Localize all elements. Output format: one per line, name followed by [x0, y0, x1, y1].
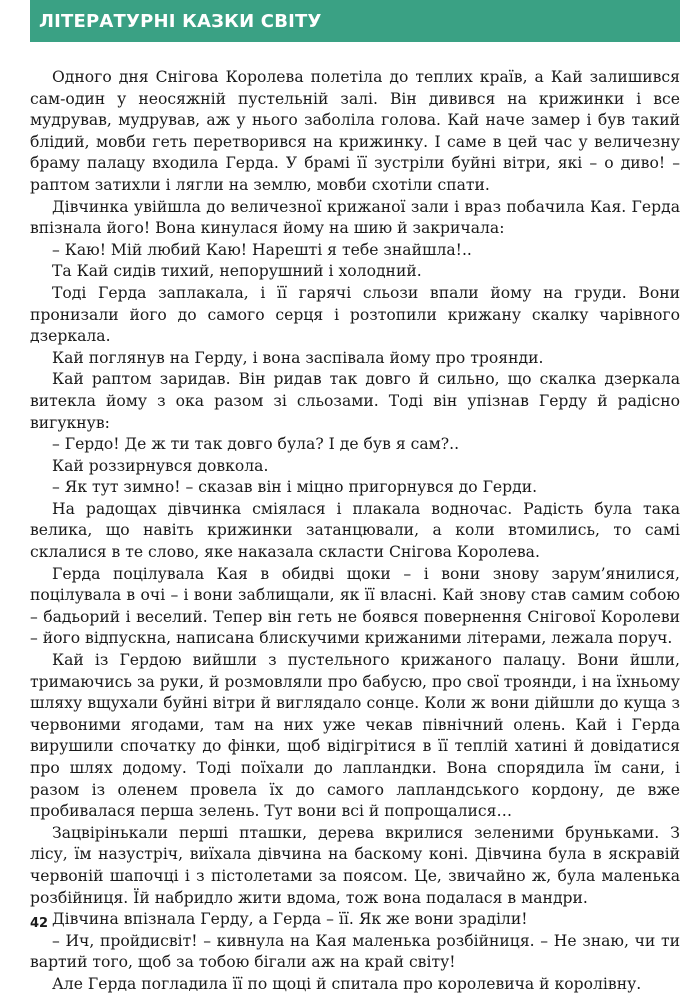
paragraph: Герда поцілувала Кая в обидві щоки – і вони знову зарум’янилися, поцілувала в очі – і вони заблищали, як її власні. Кай знову став самим собою – бадьорий і веселий. Тепер він геть не боявся повернення Снігової Королеви – його відпускна, написана блискучими крижаними літерами, лежала поруч. — [30, 564, 680, 648]
paragraph: Дівчина впізнала Герду, а Герда – її. Як же вони зраділи! — [52, 910, 528, 929]
paragraph: – Ич, пройдисвіт! – кивнула на Кая маленька розбійниця. – Не знаю, чи ти вартий того, щоб за тобою бігали аж на край світу! — [30, 931, 680, 972]
paragraph: Кай із Гердою вийшли з пустельного крижаного палацу. Вони йшли, тримаючись за руки, й розмовляли про бабусю, про свої троянди, і на їхньому шляху вщухали буйні вітри й виглядало сонце. Коли ж вони дійшли до куща з червоними ягодами, там на них уже чекав північний олень. Кай і Герда вирушили спочатку до фінки, щоб відігрітися в її теплій хатині й довідатися про шлях додому. Тоді поїхали до лапландки. Вона спорядила їм сани, і разом із оленем провела їх до самого лапландського кордону, де вже пробивалася перша зелень. Тут вони всі й попрощалися… — [30, 651, 680, 821]
paragraph: Одного дня Снігова Королева полетіла до теплих країв, а Кай залишився сам-один у неосяжній пустельній залі. Він дивився на крижинки і все мудрував, мудрував, аж у нього заболіла голова. Кай наче замер і був такий блідий, мовби геть перетворився на крижинку. І саме в цей час у величезну браму палацу входила Герда. У брамі її зустріли буйні вітри, які – о диво! – раптом затихли і лягли на землю, мовби схотіли спати. — [30, 68, 680, 194]
paragraph: – Каю! Мій любий Каю! Нарешті я тебе знайшла!.. — [52, 240, 472, 259]
section-header-bar — [30, 0, 680, 42]
paragraph: Тоді Герда заплакала, і її гарячі сльози впали йому на груди. Вони пронизали його до самого серця і розтопили крижану скалку чарівного дзеркала. — [30, 283, 680, 346]
page-number: 42 — [30, 916, 49, 931]
paragraph: Зацвірінькали перші пташки, дерева вкрилися зеленими бруньками. З лісу, їм назустріч, виїхала дівчина на баскому коні. Дівчина була в яскравій червоній шапочці і з пістолетами за поясом. Це, звичайно ж, була маленька розбійниця. Їй набридло жити вдома, тож вона подалася в мандри. — [30, 823, 680, 907]
section-title: ЛІТЕРАТУРНІ КАЗКИ СВІТУ — [39, 10, 322, 32]
paragraph: На радощах дівчинка сміялася і плакала водночас. Радість була така велика, що навіть крижинки затанцювали, а коли втомились, то самі склалися в те слово, яке наказала скласти Снігова Королева. — [30, 499, 680, 562]
story-text — [30, 67, 680, 996]
paragraph: Кай раптом заридав. Він ридав так довго й сильно, що скалка дзеркала витекла йому з ока разом зі сльозами. Тоді він упізнав Герду й радісно вигукнув: — [30, 370, 680, 432]
paragraph: – Гердо! Де ж ти так довго була? І де був я сам?.. — [52, 435, 460, 454]
paragraph: Дівчинка увійшла до величезної крижаної зали і враз побачила Кая. Герда впізнала його! Вона кинулася йому на шию й закричала: — [30, 197, 680, 238]
paragraph: Та Кай сидів тихий, непорушний і холодний. — [52, 262, 422, 281]
paragraph: – Як тут зимно! – сказав він і міцно пригорнувся до Герди. — [52, 478, 538, 497]
paragraph: Але Герда погладила її по щоці й спитала про королевича й королівну. — [52, 974, 642, 993]
paragraph: Кай роззирнувся довкола. — [52, 456, 269, 475]
paragraph: Кай поглянув на Герду, і вона заспівала йому про троянди. — [52, 348, 544, 367]
